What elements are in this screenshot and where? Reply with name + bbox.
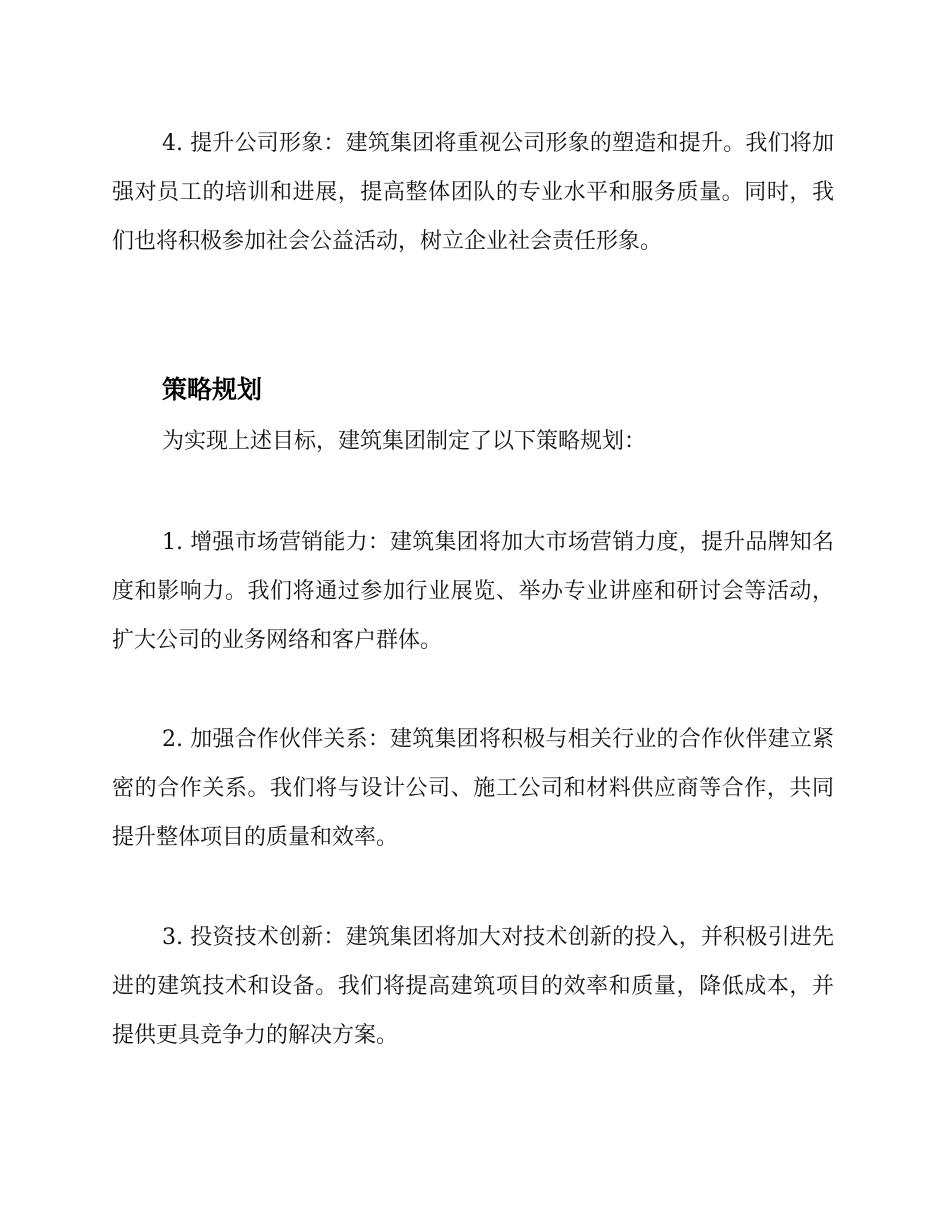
strategy-item-partnerships: 2. 加强合作伙伴关系：建筑集团将积极与相关行业的合作伙伴建立紧密的合作关系。我们将与设计公司、施工公司和材料供应商等合作，共同提升整体项目的质量和效率。 bbox=[112, 727, 834, 850]
paragraph-company-image: 4. 提升公司形象：建筑集团将重视公司形象的塑造和提升。我们将加强对员工的培训和进展，提高整体团队的专业水平和服务质量。同时，我们也将积极参加社会公益活动，树立企业社会责任形象。 bbox=[112, 131, 834, 254]
section-heading-strategy: 策略规划 bbox=[162, 375, 263, 404]
strategy-item-technology: 3. 投资技术创新：建筑集团将加大对技术创新的投入，并积极引进先进的建筑技术和设备。我们将提高建筑项目的效率和质量，降低成本，并提供更具竞争力的解决方案。 bbox=[112, 925, 834, 1048]
section-intro-paragraph: 为实现上述目标，建筑集团制定了以下策略规划： bbox=[162, 429, 647, 454]
strategy-item-marketing: 1. 增强市场营销能力：建筑集团将加大市场营销力度，提升品牌知名度和影响力。我们将通过参加行业展览、举办专业讲座和研讨会等活动，扩大公司的业务网络和客户群体。 bbox=[112, 530, 834, 653]
